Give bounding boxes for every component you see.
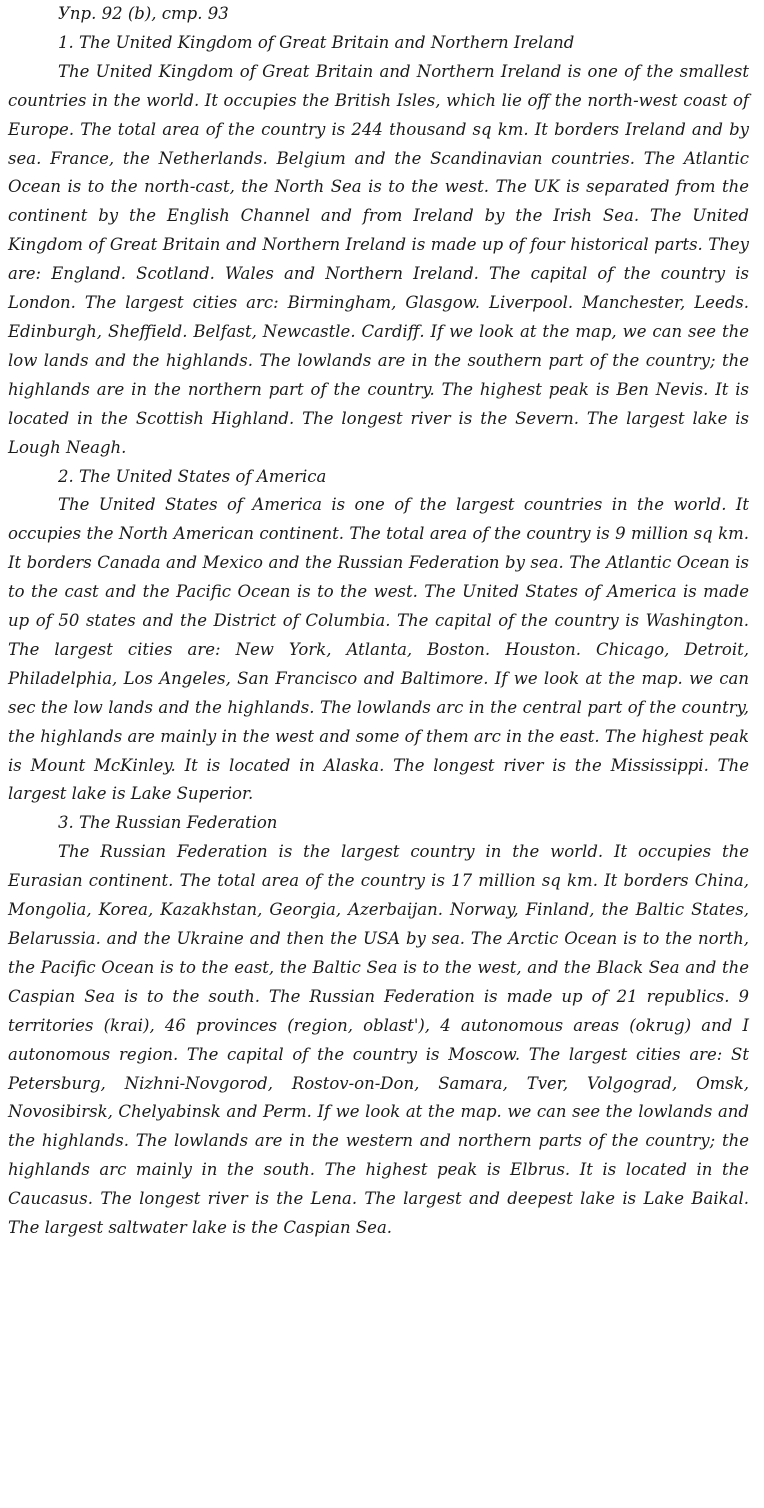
section-body-usa: The United States of America is one of the largest countries in the world. It occupies the North American continent. The total area of the country is 9 million sq km. It borders Canada and Mexico and the Russian Federation by sea. The Atlantic Ocean is to the cast and the Pacific Ocean is to the west. The United States of America is made up of 50 states and the District of Columbia. The capital of the country is Washington. The largest cities are: New York, Atlanta, Boston. Houston. Chicago, Detroit, Philadelphia, Los Angeles, San Francisco and Baltimore. If we look at the map. we can sec the low lands and the highlands. The lowlands arc in the central part of the country, the highlands are mainly in the west and some of them arc in the east. The highest peak is Mount McKinley. It is located in Alaska. The longest river is the Mississippi. The largest lake is Lake Superior. (8, 495, 749, 804)
section-heading-uk: 1. The United Kingdom of Great Britain and Northern Ireland (58, 32, 575, 52)
section-body-russia: The Russian Federation is the largest country in the world. It occupies the Eurasian continent. The total area of the country is 17 million sq km. It borders China, Mongolia, Korea, Kazakhstan, Georgia, Azerbaijan. Norway, Finland, the Baltic States, Belarussia. and the Ukraine and then the USA by sea. The Arctic Ocean is to the north, the Pacific Ocean is to the east, the Baltic Sea is to the west, and the Black Sea and the Caspian Sea is to the south. The Russian Federation is made up of 21 republics. 9 territories (krai), 46 provinces (region, oblast'), 4 autonomous areas (okrug) and I autonomous region. The capital of the country is Moscow. The largest cities are: St Petersburg, Nizhni-Novgorod, Rostov-on-Don, Samara, Tver, Volgograd, Omsk, Novosibirsk, Chelyabinsk and Perm. If we look at the map. we can see the lowlands and the highlands. The lowlands are in the western and northern parts of the country; the highlands arc mainly in the south. The highest peak is Elbrus. It is located in the Caucasus. The longest river is the Lena. The largest and deepest lake is Lake Baikal. The largest saltwater lake is the Caspian Sea. (8, 842, 749, 1238)
section-heading-usa: 2. The United States of America (58, 466, 327, 486)
section-body-uk: The United Kingdom of Great Britain and Northern Ireland is one of the smallest countries in the world. It occupies the British Isles, which lie off the north-west coast of Europe. The total area of the country is 244 thousand sq km. It borders Ireland and by sea. France, the Netherlands. Belgium and the Scandinavian countries. The Atlantic Ocean is to the north-cast, the North Sea is to the west. The UK is separated from the continent by the English Channel and from Ireland by the Irish Sea. The United Kingdom of Great Britain and Northern Ireland is made up of four historical parts. They are: England. Scotland. Wales and Northern Ireland. The capital of the country is London. The largest cities arc: Birmingham, Glasgow. Liverpool. Manchester, Leeds. Edinburgh, Sheffield. Belfast, Newcastle. Cardiff. If we look at the map, we can see the low lands and the highlands. The lowlands are in the southern part of the country; the highlands are in the northern part of the country. The highest peak is Ben Nevis. It is located in the Scottish Highland. The longest river is the Severn. The largest lake is Lough Neagh. (8, 61, 749, 457)
section-heading-russia: 3. The Russian Federation (58, 813, 278, 833)
document-page (8, 0, 749, 1243)
exercise-reference: Упр. 92 (b), стр. 93 (58, 4, 229, 23)
